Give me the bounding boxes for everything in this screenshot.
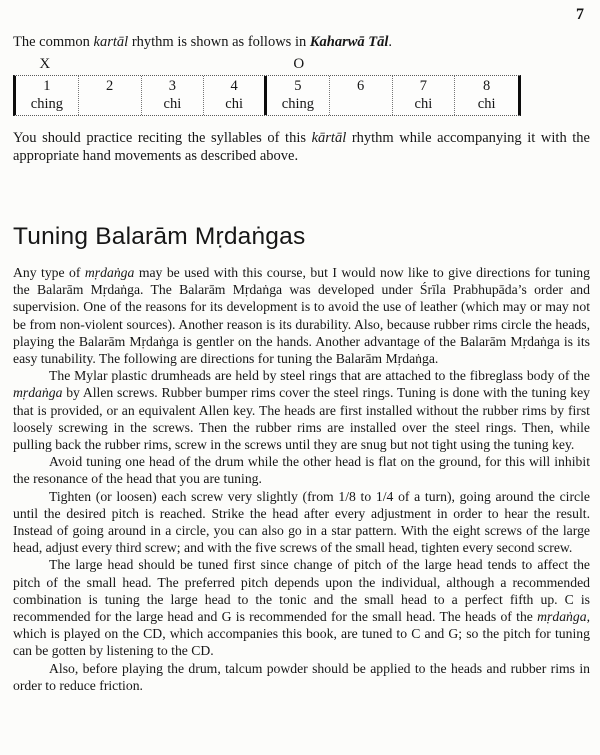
beat-number: 8 (483, 78, 491, 94)
section-body (13, 264, 590, 694)
tal-cell (455, 76, 518, 115)
page-number: 7 (576, 6, 584, 23)
body-paragraph: Any type of mṛdaṅga may be used with this course, but I would now like to give directions for tuning the Balarām Mṛdaṅga. The Balarām Mṛdaṅga was developed under Śrīla Prabhupāda’s order and supervision. One of the reasons for its development is to avoid the use of leather (which may or may not be from non-violent sources). Another reason is its durability. Also, because rubber rims circle the heads, playing the Balarām Mṛdaṅga is gentler on the hands. Another advantage of the Balarām Mṛdaṅga is its easy tunability. The following are directions for tuning the Balarām Mṛdaṅga. (13, 265, 590, 367)
tal-grid (13, 75, 521, 116)
tal-cell (79, 76, 142, 115)
beat-syllable: ching (30, 96, 63, 112)
tal-cell (16, 76, 79, 115)
body-paragraph: Avoid tuning one head of the drum while the other head is flat on the ground, for this will inhibit the resonance of the head that you are tuning. (13, 454, 590, 487)
beat-number: 3 (168, 78, 176, 94)
body-paragraph: The large head should be tuned first since change of pitch of the large head tends to affect the pitch of the small head. The preferred pitch depends upon the individual, although a recommended combination is tuning the large head to the tonic and the small head to a perfect fifth up. C is recommended for the large head and G is recommended for the small head. The heads of the mṛdaṅga, which is played on the CD, which accompanies this book, are tuned to C and G; so the pitch for tuning can be gotten by listening to the CD. (13, 557, 590, 659)
sam-marker-x: X (39, 56, 51, 72)
tal-cell (267, 76, 330, 115)
khali-marker-o: O (293, 56, 305, 72)
section-heading: Tuning Balarām Mṛdaṅgas (13, 223, 306, 250)
beat-syllable: chi (477, 96, 496, 112)
beat-number: 2 (106, 78, 114, 94)
beat-number: 1 (43, 78, 51, 94)
beat-number: 7 (419, 78, 427, 94)
tal-cell (142, 76, 205, 115)
body-paragraph: Also, before playing the drum, talcum powder should be applied to the heads and rubber rims in order to reduce friction. (13, 660, 590, 693)
tal-marker-row (13, 54, 521, 75)
beat-number: 6 (357, 78, 365, 94)
tal-cell (393, 76, 456, 115)
beat-number: 5 (294, 78, 302, 94)
intro-paragraph-1: The common kartāl rhythm is shown as follows in Kaharwā Tāl. (13, 34, 393, 50)
beat-syllable: chi (225, 96, 243, 112)
beat-syllable: chi (414, 96, 433, 112)
body-paragraph: The Mylar plastic drumheads are held by steel rings that are attached to the fibreglass body of the mṛdaṅga by Allen screws. Rubber bumper rims cover the steel rings. Tuning is done with the tuning key that is provided, or an equivalent Allen key. The heads are first installed without the rubber rims by first loosely screwing in the screws. Then the rubber rims are installed over the steel rings. Then, while pulling back the rubber rims, screw in the screws until they are snug but not tight using the tuning key. (13, 368, 590, 453)
beat-syllable: ching (281, 96, 314, 112)
beat-syllable: chi (163, 96, 182, 112)
beat-number: 4 (230, 78, 238, 94)
tal-cell (330, 76, 393, 115)
beat-syllable (330, 95, 392, 113)
body-paragraph: Tighten (or loosen) each screw very slightly (from 1/8 to 1/4 of a turn), going around the circle until the desired pitch is reached. Strike the head after every adjustment in order to hear the result. Instead of going around in a circle, you can also go in a star pattern. With the eight screws of the large head, adjust every third screw; and with the five screws of the small head, tighten every second screw. (13, 488, 590, 556)
tal-cell (204, 76, 267, 115)
intro-paragraph-2: You should practice reciting the syllables of this kārtāl rhythm while accompanying it with the appropriate hand movements as described above. (13, 130, 590, 164)
beat-syllable (79, 95, 141, 113)
kartal-rhythm-table (13, 54, 521, 116)
